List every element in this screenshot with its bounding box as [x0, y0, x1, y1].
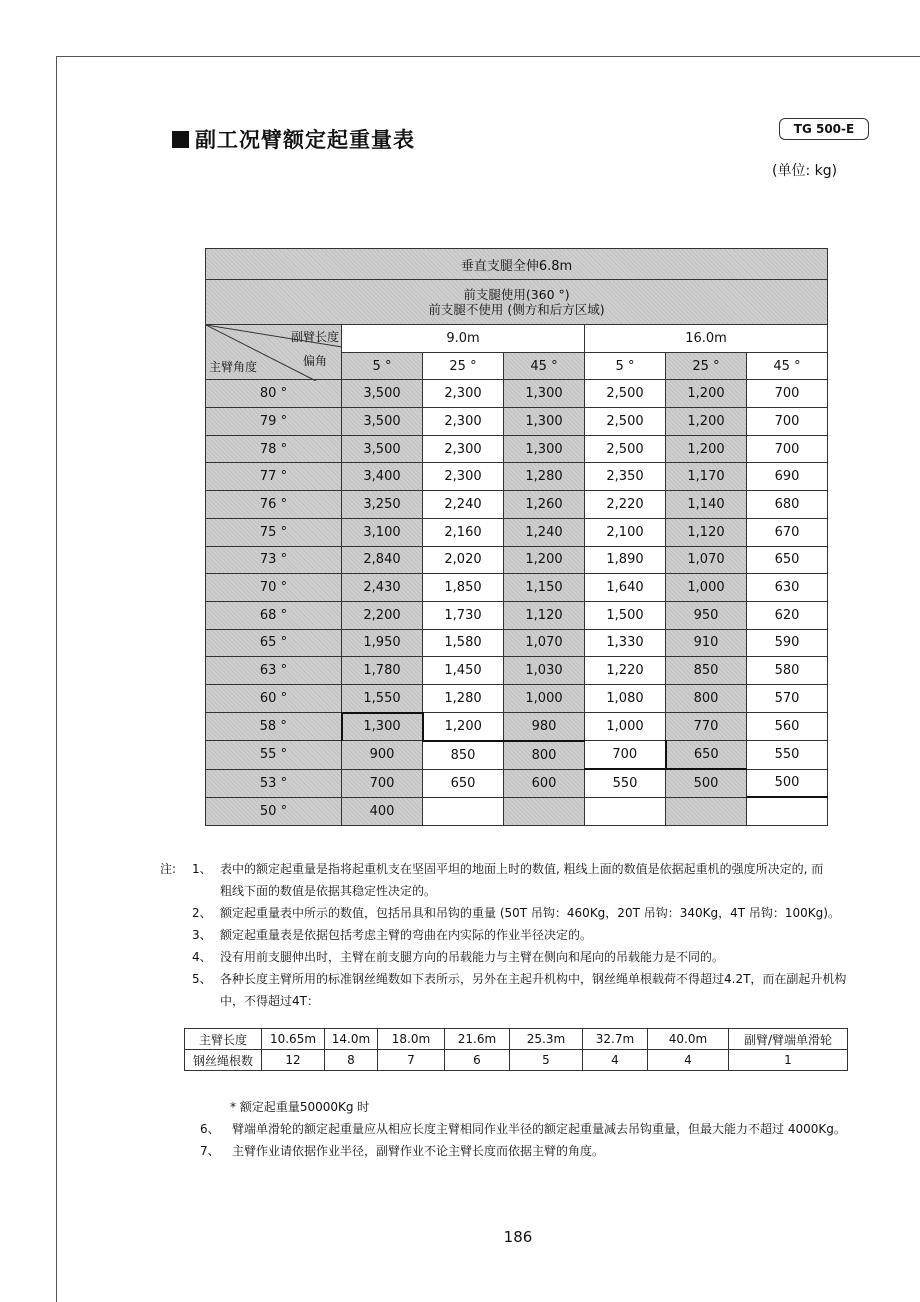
table-row [206, 546, 828, 574]
capacity-cell: 700 [585, 741, 666, 769]
capacity-cell [666, 797, 747, 825]
capacity-cell: 2,430 [342, 574, 423, 602]
capacity-cell: 1,200 [666, 408, 747, 436]
rope-count-cell: 4 [583, 1050, 648, 1071]
outrigger-header: 垂直支腿全伸6.8m [206, 249, 828, 280]
capacity-cell: 3,250 [342, 491, 423, 519]
page-number: 186 [503, 1228, 533, 1246]
table-row [206, 713, 828, 741]
boom-angle-cell: 73 ° [206, 546, 342, 574]
rope-length-cell: 副臂/臂端单滑轮 [729, 1029, 848, 1050]
boom-angle-label: 主臂角度 [209, 360, 258, 375]
table-row [206, 408, 828, 436]
boom-angle-cell: 78 ° [206, 435, 342, 463]
capacity-cell: 1,580 [423, 629, 504, 657]
boom-angle-cell: 55 ° [206, 741, 342, 769]
note-text: 臂端单滑轮的额定起重量应从相应长度主臂相同作业半径的额定起重量减去吊钩重量，但最大能力不超过 4000Kg。 [232, 1122, 846, 1136]
rope-length-cell: 25.3m [510, 1029, 583, 1050]
capacity-cell: 1,330 [585, 629, 666, 657]
capacity-cell: 1,000 [585, 713, 666, 741]
offset-header: 45 ° [747, 352, 828, 380]
page-frame-left [56, 56, 57, 1302]
front-outrigger-line2: 前支腿不使用 (侧方和后方区域) [428, 302, 605, 317]
rope-length-row [185, 1029, 848, 1050]
capacity-cell: 650 [666, 741, 747, 769]
capacity-cell: 590 [747, 629, 828, 657]
capacity-cell: 1,220 [585, 657, 666, 685]
capacity-cell: 2,300 [423, 435, 504, 463]
note-item [160, 858, 870, 880]
capacity-cell [423, 797, 504, 825]
capacity-cell: 550 [585, 769, 666, 797]
table-row [206, 435, 828, 463]
capacity-cell: 690 [747, 463, 828, 491]
capacity-cell: 770 [666, 713, 747, 741]
rope-count-cell: 1 [729, 1050, 848, 1071]
note-item [200, 1140, 890, 1162]
boom-angle-cell: 68 ° [206, 601, 342, 629]
capacity-cell: 560 [747, 713, 828, 741]
capacity-cell: 850 [666, 657, 747, 685]
capacity-cell: 1,120 [504, 601, 585, 629]
note-item [160, 946, 870, 968]
boom-angle-cell: 75 ° [206, 518, 342, 546]
note-number: 5、 [192, 972, 212, 986]
note-item [160, 924, 870, 946]
rope-length-cell: 32.7m [583, 1029, 648, 1050]
rope-count-cell: 5 [510, 1050, 583, 1071]
capacity-cell: 1,730 [423, 601, 504, 629]
capacity-cell [747, 797, 828, 825]
boom-angle-cell: 53 ° [206, 769, 342, 797]
rope-count-cell: 6 [445, 1050, 510, 1071]
capacity-cell: 700 [747, 380, 828, 408]
star-note: * 额定起重量50000Kg 时 [230, 1100, 370, 1114]
capacity-cell: 1,280 [504, 463, 585, 491]
unit-label: (单位: kg) [772, 163, 838, 179]
boom-angle-cell: 65 ° [206, 629, 342, 657]
capacity-cell: 1,260 [504, 491, 585, 519]
load-chart-table-wrapper [205, 248, 828, 826]
rope-table-wrapper [184, 1028, 848, 1071]
square-bullet-icon [172, 131, 189, 148]
note-item [200, 1118, 890, 1140]
capacity-cell: 2,200 [342, 601, 423, 629]
capacity-cell: 400 [342, 797, 423, 825]
capacity-cell: 680 [747, 491, 828, 519]
table-row [206, 657, 828, 685]
boom-angle-cell: 63 ° [206, 657, 342, 685]
capacity-cell: 2,300 [423, 463, 504, 491]
note-text: 表中的额定起重量是指将起重机支在坚固平坦的地面上时的数值, 粗线上面的数值是依据起重机的强度所决定的, 而 [220, 862, 824, 876]
capacity-cell: 1,850 [423, 574, 504, 602]
table-row [206, 629, 828, 657]
capacity-cell: 2,500 [585, 435, 666, 463]
page-title [172, 124, 415, 154]
offset-header: 25 ° [666, 352, 747, 380]
capacity-cell: 500 [747, 769, 828, 797]
capacity-cell: 700 [747, 435, 828, 463]
table-row [206, 491, 828, 519]
note-number: 4、 [192, 950, 212, 964]
offset-label: 偏角 [302, 354, 327, 368]
note-number: 3、 [192, 928, 212, 942]
rope-table [184, 1028, 848, 1071]
rope-count-cell: 8 [325, 1050, 378, 1071]
note-number: 7、 [200, 1144, 220, 1158]
capacity-cell: 1,140 [666, 491, 747, 519]
capacity-cell: 1,030 [504, 657, 585, 685]
capacity-cell: 1,240 [504, 518, 585, 546]
capacity-cell: 1,550 [342, 684, 423, 712]
table-row [206, 518, 828, 546]
capacity-cell: 1,200 [666, 380, 747, 408]
capacity-cell: 2,100 [585, 518, 666, 546]
capacity-cell: 3,400 [342, 463, 423, 491]
rope-length-cell: 40.0m [648, 1029, 729, 1050]
capacity-cell: 580 [747, 657, 828, 685]
rope-count-label: 钢丝绳根数 [185, 1050, 262, 1071]
table-row [206, 380, 828, 408]
capacity-cell: 1,890 [585, 546, 666, 574]
capacity-cell: 600 [504, 769, 585, 797]
capacity-cell: 2,840 [342, 546, 423, 574]
note-text-continued: 粗线下面的数值是依据其稳定性决定的。 [220, 884, 437, 898]
capacity-cell: 620 [747, 601, 828, 629]
load-chart-body [206, 380, 828, 826]
capacity-cell: 1,070 [504, 629, 585, 657]
capacity-cell: 3,500 [342, 380, 423, 408]
note-text: 各种长度主臂所用的标准钢丝绳数如下表所示，另外在主起升机构中，钢丝绳单根载荷不得超过4.2T，而在副起升机构 [220, 972, 847, 986]
boom-angle-cell: 76 ° [206, 491, 342, 519]
capacity-cell: 1,200 [666, 435, 747, 463]
capacity-cell: 1,280 [423, 684, 504, 712]
table-row [206, 741, 828, 769]
capacity-cell: 1,120 [666, 518, 747, 546]
rope-count-cell: 7 [378, 1050, 445, 1071]
rope-length-cell: 14.0m [325, 1029, 378, 1050]
note-number: 6、 [200, 1122, 220, 1136]
capacity-cell: 2,300 [423, 408, 504, 436]
note-text: 主臂作业请依据作业半径，副臂作业不论主臂长度而依据主臂的角度。 [232, 1144, 605, 1158]
capacity-cell [585, 797, 666, 825]
capacity-cell: 650 [423, 769, 504, 797]
capacity-cell: 1,300 [504, 380, 585, 408]
note-text: 额定起重量表中所示的数值，包括吊具和吊钩的重量 (50T 吊钩：460Kg，20T 吊钩：340Kg，4T 吊钩：100Kg)。 [220, 906, 840, 920]
capacity-cell: 700 [747, 408, 828, 436]
capacity-cell: 950 [666, 601, 747, 629]
capacity-cell: 1,080 [585, 684, 666, 712]
capacity-cell: 1,640 [585, 574, 666, 602]
capacity-cell: 1,070 [666, 546, 747, 574]
capacity-cell: 3,100 [342, 518, 423, 546]
capacity-cell: 910 [666, 629, 747, 657]
notes-label: 注: [160, 862, 177, 876]
capacity-cell: 1,300 [504, 435, 585, 463]
table-row [206, 574, 828, 602]
capacity-cell: 2,300 [423, 380, 504, 408]
capacity-cell: 1,780 [342, 657, 423, 685]
notes-continued [200, 1096, 890, 1162]
capacity-cell: 850 [423, 741, 504, 769]
rope-count-cell: 4 [648, 1050, 729, 1071]
rope-length-cell: 21.6m [445, 1029, 510, 1050]
rope-length-cell: 18.0m [378, 1029, 445, 1050]
capacity-cell: 1,200 [504, 546, 585, 574]
rope-length-label: 主臂长度 [185, 1029, 262, 1050]
table-row [206, 797, 828, 825]
capacity-cell: 1,300 [504, 408, 585, 436]
jib-length-9m: 9.0m [342, 325, 585, 353]
rope-length-cell: 10.65m [262, 1029, 325, 1050]
front-outrigger-line1: 前支腿使用(360 °) [463, 287, 570, 302]
capacity-cell: 2,220 [585, 491, 666, 519]
diagonal-header-cell [206, 325, 342, 380]
offset-header: 5 ° [585, 352, 666, 380]
title-text: 副工况臂额定起重量表 [195, 128, 415, 152]
capacity-cell: 2,240 [423, 491, 504, 519]
capacity-cell: 3,500 [342, 408, 423, 436]
boom-angle-cell: 60 ° [206, 684, 342, 712]
note-text-continued: 中，不得超过4T： [220, 994, 319, 1008]
capacity-cell: 1,300 [342, 713, 423, 741]
load-chart-table [205, 248, 828, 826]
boom-angle-cell: 58 ° [206, 713, 342, 741]
offset-header: 25 ° [423, 352, 504, 380]
capacity-cell: 550 [747, 741, 828, 769]
notes-section [160, 858, 870, 1012]
capacity-cell: 630 [747, 574, 828, 602]
offset-header: 45 ° [504, 352, 585, 380]
capacity-cell: 2,350 [585, 463, 666, 491]
note-item [160, 968, 870, 990]
table-row [206, 463, 828, 491]
capacity-cell: 3,500 [342, 435, 423, 463]
capacity-cell: 1,200 [423, 713, 504, 741]
rope-count-cell: 12 [262, 1050, 325, 1071]
note-number: 2、 [192, 906, 212, 920]
capacity-cell: 2,160 [423, 518, 504, 546]
capacity-cell: 1,500 [585, 601, 666, 629]
boom-angle-cell: 77 ° [206, 463, 342, 491]
capacity-cell: 1,000 [504, 684, 585, 712]
capacity-cell: 670 [747, 518, 828, 546]
boom-angle-cell: 50 ° [206, 797, 342, 825]
table-row [206, 684, 828, 712]
boom-angle-cell: 80 ° [206, 380, 342, 408]
model-badge: TG 500-E [779, 118, 869, 140]
capacity-cell: 800 [666, 684, 747, 712]
capacity-cell: 1,170 [666, 463, 747, 491]
rope-count-row [185, 1050, 848, 1071]
capacity-cell: 900 [342, 741, 423, 769]
capacity-cell: 650 [747, 546, 828, 574]
note-text: 没有用前支腿伸出时，主臂在前支腿方向的吊载能力与主臂在侧向和尾向的吊载能力是不同的。 [220, 950, 725, 964]
capacity-cell: 500 [666, 769, 747, 797]
capacity-cell: 700 [342, 769, 423, 797]
jib-length-16m: 16.0m [585, 325, 828, 353]
table-row [206, 601, 828, 629]
capacity-cell: 800 [504, 741, 585, 769]
capacity-cell: 1,000 [666, 574, 747, 602]
capacity-cell: 980 [504, 713, 585, 741]
note-item [160, 902, 870, 924]
capacity-cell: 1,950 [342, 629, 423, 657]
capacity-cell: 1,450 [423, 657, 504, 685]
page-frame-top [56, 56, 920, 57]
capacity-cell: 570 [747, 684, 828, 712]
boom-angle-cell: 70 ° [206, 574, 342, 602]
note-number: 1、 [192, 862, 212, 876]
jib-length-label: 副臂长度 [290, 330, 339, 344]
table-row [206, 769, 828, 797]
front-outrigger-header [206, 280, 828, 325]
capacity-cell: 2,500 [585, 408, 666, 436]
capacity-cell: 2,020 [423, 546, 504, 574]
capacity-cell: 2,500 [585, 380, 666, 408]
capacity-cell: 1,150 [504, 574, 585, 602]
capacity-cell [504, 797, 585, 825]
note-text: 额定起重量表是依据包括考虑主臂的弯曲在内实际的作业半径决定的。 [220, 928, 593, 942]
offset-header: 5 ° [342, 352, 423, 380]
boom-angle-cell: 79 ° [206, 408, 342, 436]
